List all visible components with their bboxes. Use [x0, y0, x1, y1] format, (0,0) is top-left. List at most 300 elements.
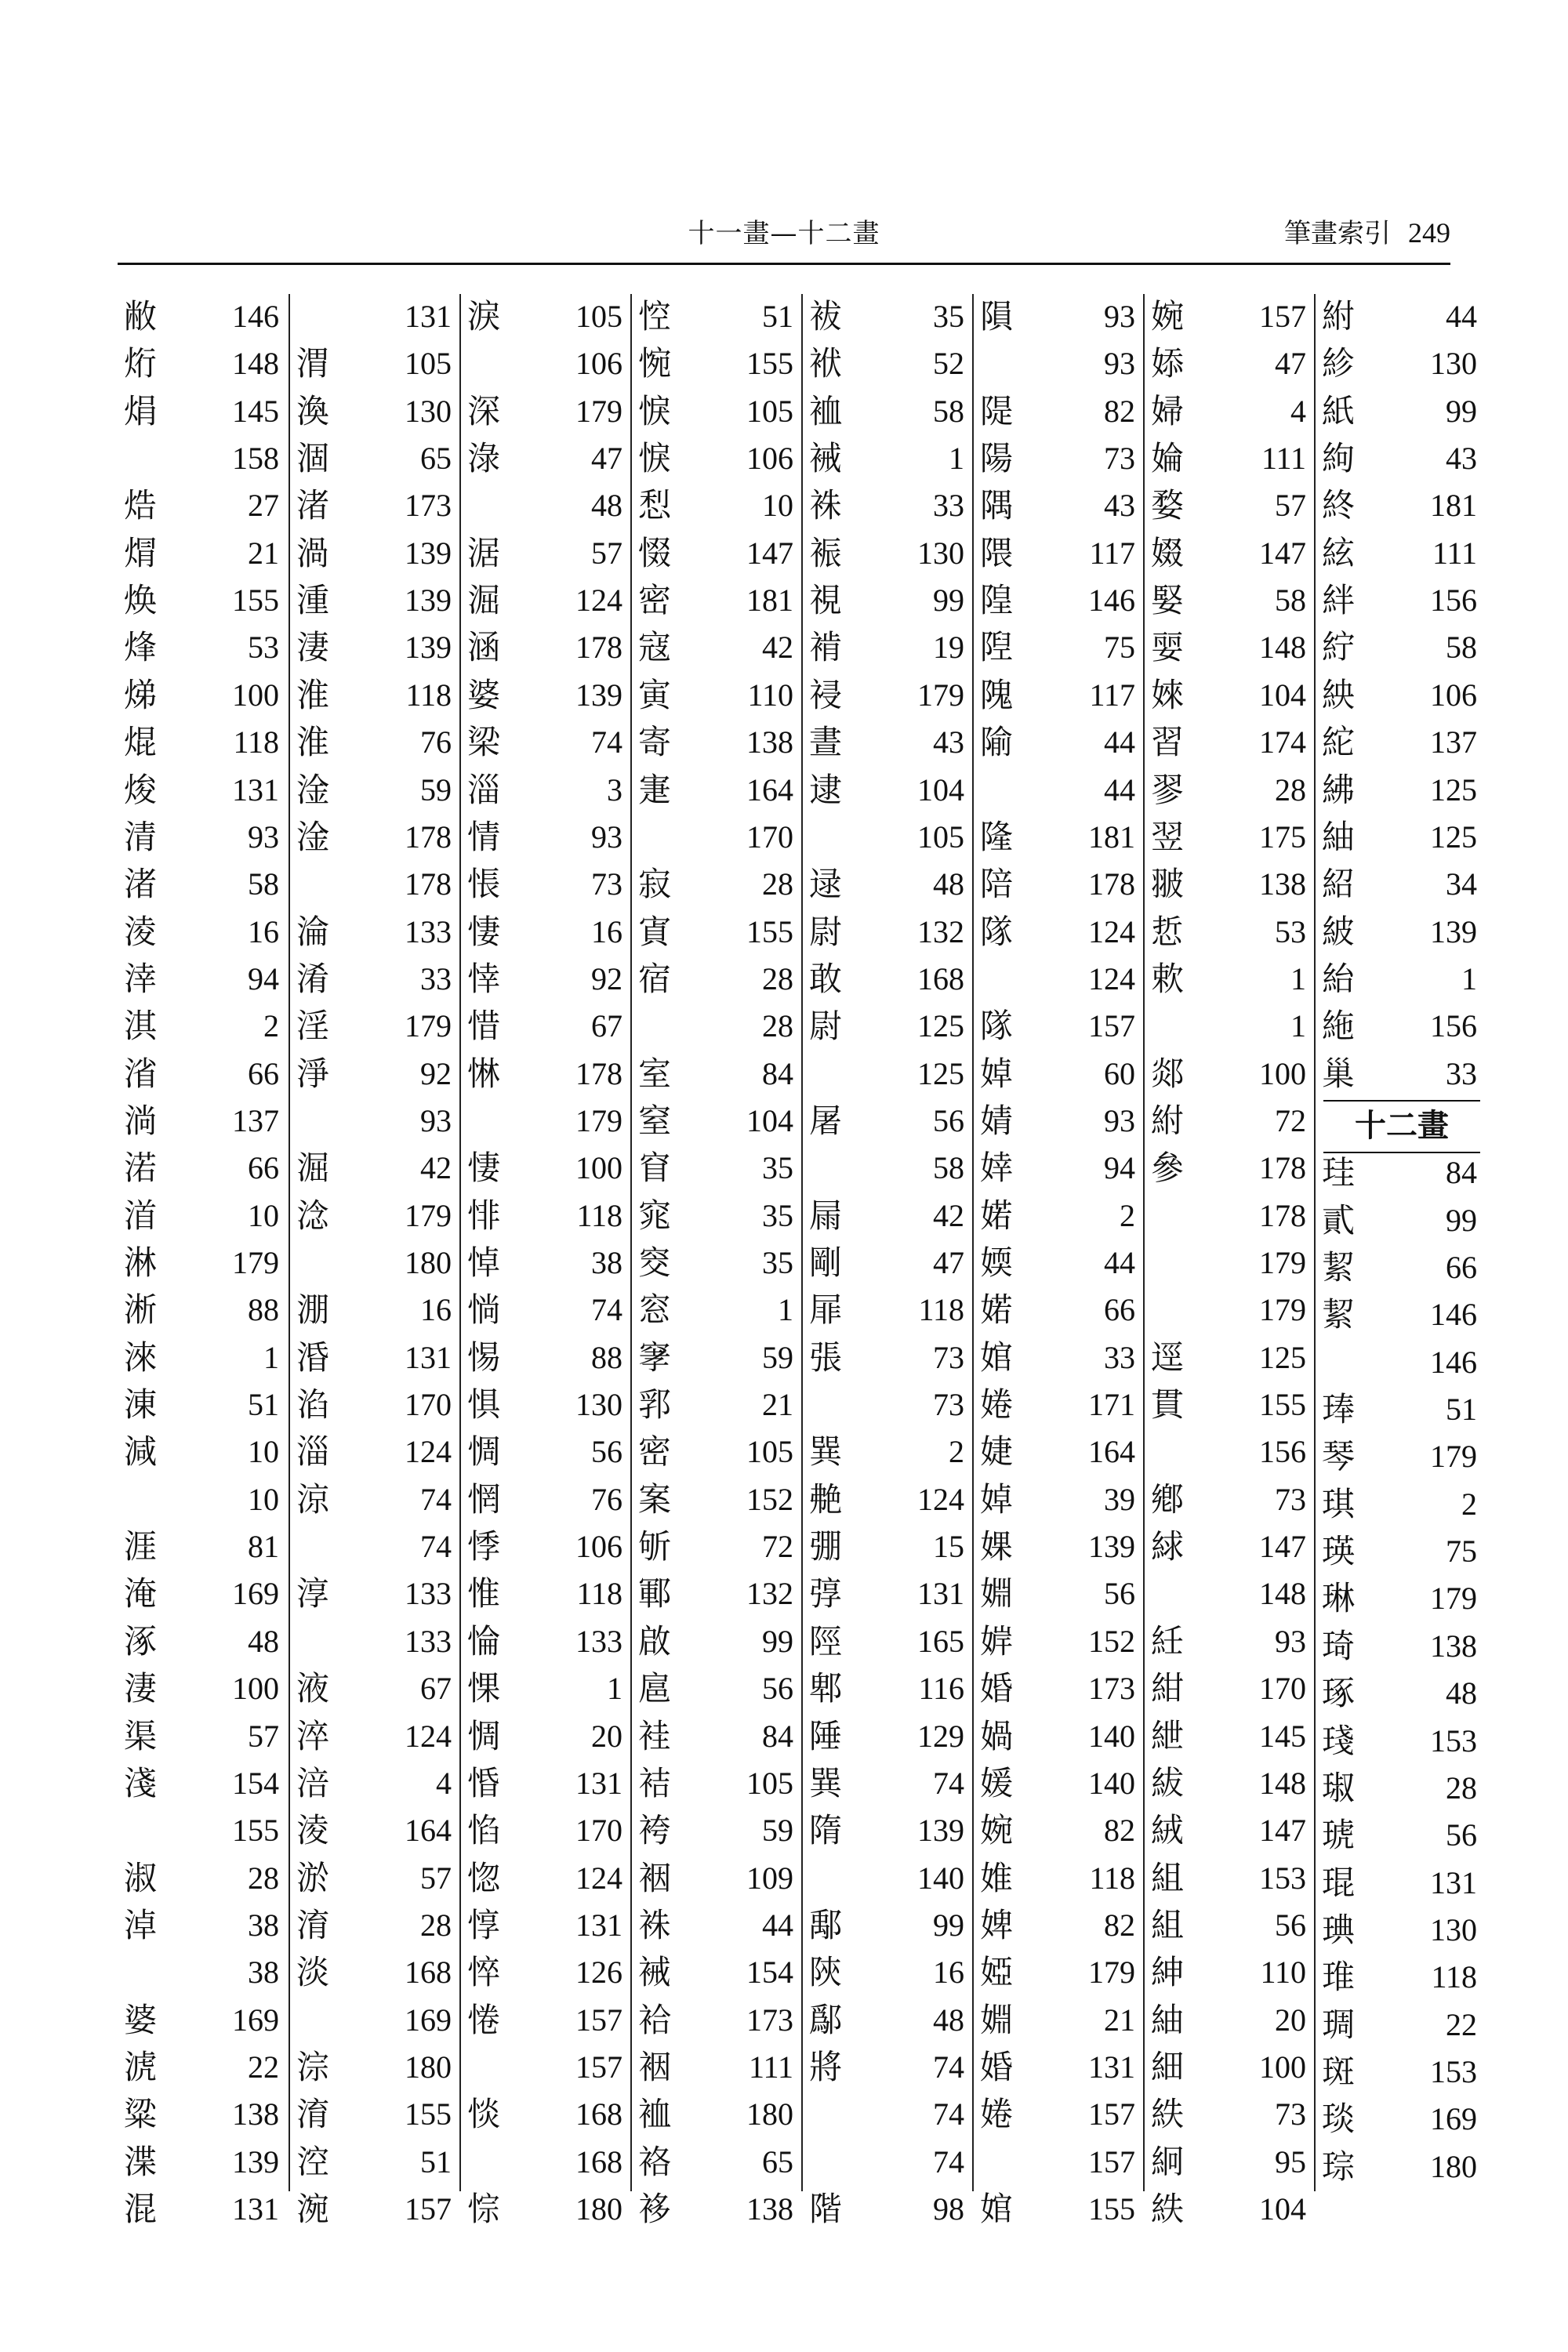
- entry-page-number: 28: [420, 1907, 452, 1943]
- entry-page-number: 35: [762, 1245, 793, 1280]
- index-entry: [1145, 815, 1316, 860]
- index-entry: [803, 1856, 974, 1901]
- index-entry: [461, 1051, 632, 1097]
- entry-page-number: 74: [591, 724, 622, 760]
- index-entry: [632, 768, 803, 813]
- entry-character: 袿: [638, 1717, 672, 1755]
- index-entry: [461, 768, 632, 813]
- index-entry: [632, 294, 803, 339]
- entry-page-number: 53: [248, 630, 279, 665]
- entry-character: 袳: [638, 2190, 672, 2228]
- entry-character: 涳: [296, 2143, 330, 2181]
- entry-character: 清: [124, 818, 158, 856]
- entry-character: 紿: [1322, 960, 1356, 998]
- entry-character: 袺: [638, 1764, 672, 1802]
- index-entry: [461, 1287, 632, 1333]
- index-entry: [1316, 673, 1486, 718]
- entry-page-number: 180: [575, 2191, 622, 2227]
- index-entry: [1145, 1808, 1316, 1853]
- entry-character: 婡: [1151, 676, 1185, 714]
- index-entry: [290, 673, 461, 718]
- entry-character: 絨: [1151, 1811, 1185, 1849]
- index-entry: [974, 909, 1145, 955]
- entry-character: 裇: [638, 2095, 672, 2133]
- entry-page-number: 133: [405, 914, 452, 949]
- index-entry: [461, 1666, 632, 1711]
- index-entry: [461, 1098, 632, 1144]
- entry-page-number: 74: [933, 2049, 964, 2085]
- entry-character: 紹: [1322, 865, 1356, 903]
- entry-character: 渦: [296, 534, 330, 572]
- index-entry: [632, 2092, 803, 2137]
- entry-page-number: 27: [248, 488, 279, 523]
- entry-character: 密: [638, 1432, 672, 1471]
- entry-page-number: 94: [248, 961, 279, 996]
- entry-page-number: 66: [248, 1150, 279, 1185]
- entry-character: 鄆: [638, 1574, 672, 1613]
- entry-page-number: 110: [1260, 1955, 1306, 1990]
- index-entry: [118, 1335, 289, 1381]
- entry-page-number: 181: [1088, 819, 1135, 855]
- index-column: [801, 294, 974, 2228]
- entry-page-number: 42: [933, 1198, 964, 1233]
- index-entry: [1145, 2092, 1316, 2137]
- page-number: 249: [1408, 217, 1450, 249]
- entry-page-number: 105: [746, 1766, 793, 1801]
- entry-character: 張: [809, 1338, 843, 1377]
- index-entry: [974, 1856, 1145, 1901]
- index-entry: [461, 1998, 632, 2043]
- entry-character: 淈: [296, 1149, 330, 1187]
- index-entry: [290, 2045, 461, 2090]
- stroke-count-heading: 十二畫: [1323, 1100, 1480, 1153]
- index-entry: [290, 1571, 461, 1617]
- entry-character: 寄: [638, 723, 672, 761]
- entry-page-number: 21: [762, 1387, 793, 1422]
- index-entry: [1316, 1624, 1486, 1669]
- entry-character: 惆: [467, 1717, 501, 1755]
- entry-character: 淯: [296, 2095, 330, 2133]
- entry-character: 婕: [980, 1432, 1014, 1471]
- entry-page-number: 56: [591, 1434, 622, 1469]
- entry-character: 窔: [638, 1243, 672, 1282]
- entry-page-number: 1: [263, 1340, 279, 1375]
- entry-character: 淒: [124, 1669, 158, 1708]
- index-entry: [1145, 1714, 1316, 1759]
- entry-page-number: 109: [746, 1860, 793, 1896]
- entry-page-number: 145: [232, 394, 279, 429]
- index-entry: [290, 1524, 461, 1570]
- entry-character: 涷: [124, 1385, 158, 1424]
- entry-character: 婨: [1151, 439, 1185, 477]
- index-entry: [803, 1808, 974, 1853]
- index-entry: [632, 720, 803, 765]
- entry-character: 淅: [124, 1290, 158, 1329]
- entry-character: 涪: [296, 1764, 330, 1802]
- entry-page-number: 169: [232, 2002, 279, 2038]
- index-entry: [803, 1998, 974, 2043]
- entry-page-number: 15: [933, 1529, 964, 1564]
- entry-page-number: 65: [762, 2144, 793, 2180]
- entry-page-number: 168: [575, 2096, 622, 2132]
- entry-character: 渞: [124, 1196, 158, 1235]
- index-entry: [461, 909, 632, 955]
- index-entry: [118, 1666, 289, 1711]
- index-entry: [290, 862, 461, 907]
- entry-character: 啟: [638, 1622, 672, 1661]
- entry-character: 烽: [124, 628, 158, 666]
- entry-character: 湩: [296, 581, 330, 619]
- entry-character: 珪: [1322, 1153, 1356, 1192]
- index-entry: [632, 341, 803, 387]
- index-entry: [803, 1524, 974, 1570]
- index-entry: [290, 2187, 461, 2232]
- entry-page-number: 130: [405, 394, 452, 429]
- entry-character: 淥: [467, 439, 501, 477]
- entry-page-number: 155: [405, 2096, 452, 2132]
- entry-page-number: 118: [233, 724, 279, 760]
- entry-page-number: 179: [1430, 1439, 1477, 1474]
- index-entry: [1145, 909, 1316, 955]
- page-header: [118, 212, 1450, 267]
- entry-page-number: 125: [1430, 772, 1477, 808]
- entry-page-number: 99: [933, 1907, 964, 1943]
- index-entry: [461, 1524, 632, 1570]
- entry-character: 絅: [1151, 2143, 1185, 2181]
- index-entry: [974, 389, 1145, 434]
- entry-character: 隈: [980, 534, 1014, 572]
- entry-page-number: 124: [405, 1719, 452, 1754]
- entry-page-number: 48: [933, 866, 964, 902]
- index-entry: [118, 1382, 289, 1428]
- index-entry: [632, 1193, 803, 1239]
- index-entry: [118, 625, 289, 670]
- entry-page-number: 169: [1430, 2101, 1477, 2136]
- entry-page-number: 74: [420, 1529, 452, 1564]
- entry-page-number: 130: [575, 1387, 622, 1422]
- entry-character: 淄: [296, 1432, 330, 1471]
- index-entry: [803, 1004, 974, 1049]
- entry-page-number: 152: [1088, 1624, 1135, 1659]
- entry-character: 渫: [124, 2143, 158, 2181]
- index-entry: [118, 294, 289, 339]
- index-entry: [1145, 294, 1316, 339]
- entry-page-number: 88: [248, 1292, 279, 1327]
- index-entry: [1145, 1287, 1316, 1333]
- entry-page-number: 164: [1088, 1434, 1135, 1469]
- index-entry: [803, 436, 974, 481]
- entry-character: 媧: [980, 1717, 1014, 1755]
- index-entry: [461, 1477, 632, 1523]
- index-entry: [974, 625, 1145, 670]
- entry-page-number: 169: [405, 2002, 452, 2038]
- entry-character: 淇: [124, 1007, 158, 1045]
- entry-page-number: 130: [1430, 346, 1477, 381]
- index-entry: [290, 1004, 461, 1049]
- entry-character: 窙: [638, 1338, 672, 1377]
- entry-page-number: 132: [917, 914, 964, 949]
- index-entry: [803, 815, 974, 860]
- index-entry: [1316, 436, 1486, 481]
- index-entry: [290, 436, 461, 481]
- entry-page-number: 170: [746, 819, 793, 855]
- entry-character: 婦: [1151, 392, 1185, 430]
- index-entry: [1145, 1571, 1316, 1617]
- entry-page-number: 146: [1430, 1297, 1477, 1332]
- entry-character: 案: [638, 1480, 672, 1519]
- entry-character: 紼: [1322, 771, 1356, 809]
- entry-page-number: 1: [949, 441, 964, 476]
- entry-character: 郫: [809, 1669, 843, 1708]
- entry-page-number: 157: [405, 2191, 452, 2227]
- entry-page-number: 57: [248, 1719, 279, 1754]
- index-entry: [1145, 1098, 1316, 1144]
- entry-page-number: 104: [1259, 677, 1306, 713]
- index-entry: [632, 1808, 803, 1853]
- index-entry: [118, 673, 289, 718]
- index-entry: [632, 578, 803, 623]
- index-entry: [118, 1145, 289, 1191]
- entry-page-number: 118: [918, 1292, 964, 1327]
- index-entry: [632, 1619, 803, 1664]
- entry-page-number: 35: [933, 299, 964, 334]
- index-entry: [803, 2187, 974, 2232]
- index-entry: [1316, 862, 1486, 907]
- entry-page-number: 137: [232, 1103, 279, 1138]
- entry-character: 情: [467, 818, 501, 856]
- entry-character: 婆: [467, 676, 501, 714]
- entry-page-number: 44: [1104, 772, 1135, 808]
- index-entry: [803, 1098, 974, 1144]
- entry-page-number: 33: [1104, 1340, 1135, 1375]
- entry-page-number: 156: [1259, 1434, 1306, 1469]
- entry-page-number: 66: [1446, 1250, 1477, 1285]
- index-entry: [974, 956, 1145, 1002]
- entry-page-number: 93: [248, 819, 279, 855]
- entry-page-number: 28: [1275, 772, 1306, 808]
- entry-character: 隊: [980, 913, 1014, 951]
- index-entry: [290, 1335, 461, 1381]
- entry-character: 惋: [638, 344, 672, 383]
- index-column: [1143, 294, 1316, 2228]
- index-entry: [118, 1477, 289, 1523]
- entry-character: 紽: [1322, 723, 1356, 761]
- entry-character: 陲: [809, 1717, 843, 1755]
- entry-character: 剛: [809, 1243, 843, 1282]
- index-entry: [974, 436, 1145, 481]
- entry-character: 紙: [1322, 392, 1356, 430]
- entry-page-number: 124: [1088, 961, 1135, 996]
- entry-character: 裓: [638, 1953, 672, 1991]
- index-entry: [1316, 2096, 1486, 2142]
- index-entry: [290, 341, 461, 387]
- entry-page-number: 111: [1261, 441, 1306, 476]
- entry-character: 逮: [809, 771, 843, 809]
- entry-page-number: 133: [405, 1576, 452, 1611]
- index-entry: [461, 1856, 632, 1901]
- index-entry: [118, 1998, 289, 2043]
- index-entry: [632, 1051, 803, 1097]
- index-entry: [1145, 1429, 1316, 1475]
- index-entry: [1145, 1903, 1316, 1948]
- index-entry: [118, 1950, 289, 1995]
- entry-page-number: 155: [232, 1813, 279, 1848]
- entry-page-number: 139: [1430, 914, 1477, 949]
- entry-character: 淆: [296, 960, 330, 998]
- entry-character: 惔: [467, 2095, 501, 2133]
- index-entry: [118, 2140, 289, 2185]
- entry-character: 褃: [809, 628, 843, 666]
- index-entry: [974, 1619, 1145, 1664]
- entry-page-number: 132: [746, 1576, 793, 1611]
- index-entry: [632, 1761, 803, 1806]
- entry-page-number: 94: [1104, 1150, 1135, 1185]
- index-entry: [1145, 1524, 1316, 1570]
- index-entry: [974, 578, 1145, 623]
- entry-character: 悷: [638, 439, 672, 477]
- entry-page-number: 99: [933, 583, 964, 618]
- entry-character: 媆: [980, 1243, 1014, 1282]
- entry-page-number: 179: [232, 1245, 279, 1280]
- entry-character: 淒: [296, 628, 330, 666]
- index-entry: [1145, 1004, 1316, 1049]
- index-entry: [632, 389, 803, 434]
- entry-character: 淖: [124, 1906, 158, 1944]
- index-entry: [1316, 1245, 1486, 1290]
- entry-character: 悴: [467, 1953, 501, 1991]
- index-entry: [461, 625, 632, 670]
- entry-page-number: 10: [248, 1482, 279, 1517]
- index-entry: [632, 1240, 803, 1286]
- entry-page-number: 35: [762, 1150, 793, 1185]
- entry-page-number: 139: [405, 630, 452, 665]
- entry-page-number: 125: [917, 1008, 964, 1044]
- entry-page-number: 66: [248, 1056, 279, 1091]
- entry-character: 渠: [124, 1717, 158, 1755]
- entry-page-number: 53: [1275, 914, 1306, 949]
- index-entry: [803, 673, 974, 718]
- entry-character: 袼: [638, 2143, 672, 2181]
- index-entry: [461, 1240, 632, 1286]
- entry-page-number: 124: [405, 1434, 452, 1469]
- index-entry: [632, 815, 803, 860]
- index-column: [118, 294, 289, 2228]
- entry-character: 淩: [124, 913, 158, 951]
- index-entry: [1145, 1856, 1316, 1901]
- index-entry: [461, 1193, 632, 1239]
- entry-character: 淡: [296, 1953, 330, 1991]
- index-entry: [803, 578, 974, 623]
- entry-character: 裖: [809, 534, 843, 572]
- index-entry: [1316, 341, 1486, 387]
- index-entry: [1145, 578, 1316, 623]
- entry-character: 隄: [980, 392, 1014, 430]
- entry-character: 悼: [467, 1243, 501, 1282]
- entry-character: 婉: [1151, 297, 1185, 336]
- entry-character: 習: [1151, 723, 1185, 761]
- entry-character: 淦: [296, 818, 330, 856]
- entry-page-number: 33: [1446, 1056, 1477, 1091]
- entry-character: 組: [1151, 1906, 1185, 1944]
- index-entry: [974, 720, 1145, 765]
- entry-page-number: 154: [232, 1766, 279, 1801]
- entry-page-number: 153: [1430, 2054, 1477, 2089]
- index-entry: [461, 1714, 632, 1759]
- index-entry: [803, 1903, 974, 1948]
- index-entry: [632, 1571, 803, 1617]
- entry-page-number: 152: [746, 1482, 793, 1517]
- index-entry: [290, 625, 461, 670]
- index-entry: [803, 625, 974, 670]
- index-entry: [1316, 483, 1486, 528]
- entry-page-number: 21: [1104, 2002, 1135, 2038]
- entry-page-number: 28: [248, 1860, 279, 1896]
- entry-page-number: 100: [1259, 1056, 1306, 1091]
- index-entry: [974, 1287, 1145, 1333]
- entry-page-number: 146: [1088, 583, 1135, 618]
- entry-page-number: 111: [748, 2049, 793, 2085]
- index-entry: [118, 531, 289, 576]
- entry-character: 渭: [296, 344, 330, 383]
- entry-character: 婚: [980, 2048, 1014, 2086]
- entry-page-number: 147: [746, 535, 793, 571]
- entry-character: 焍: [124, 676, 158, 714]
- entry-page-number: 4: [1290, 394, 1306, 429]
- index-entry: [461, 673, 632, 718]
- index-entry: [803, 531, 974, 576]
- entry-character: 惚: [467, 1859, 501, 1897]
- entry-page-number: 106: [575, 346, 622, 381]
- entry-page-number: 164: [746, 772, 793, 808]
- index-entry: [803, 1382, 974, 1428]
- entry-page-number: 20: [1275, 2002, 1306, 2038]
- entry-character: 隋: [809, 1811, 843, 1849]
- index-entry: [461, 294, 632, 339]
- entry-page-number: 138: [232, 2096, 279, 2132]
- index-entry: [1316, 294, 1486, 339]
- entry-page-number: 73: [933, 1340, 964, 1375]
- index-entry: [461, 862, 632, 907]
- entry-character: 尉: [809, 1007, 843, 1045]
- entry-character: 欶: [1151, 960, 1185, 998]
- index-entry: [290, 1477, 461, 1523]
- entry-character: 翌: [1151, 818, 1185, 856]
- entry-page-number: 38: [248, 1955, 279, 1990]
- entry-character: 隕: [980, 297, 1014, 336]
- entry-page-number: 105: [575, 299, 622, 334]
- entry-character: 寁: [638, 771, 672, 809]
- entry-page-number: 131: [405, 299, 452, 334]
- entry-character: 惀: [467, 1622, 501, 1661]
- entry-page-number: 73: [1104, 441, 1135, 476]
- entry-page-number: 51: [1446, 1392, 1477, 1427]
- index-entry: [290, 578, 461, 623]
- entry-character: 惝: [467, 1290, 501, 1329]
- entry-character: 將: [809, 2048, 843, 2086]
- entry-character: 淰: [296, 1196, 330, 1235]
- entry-page-number: 10: [248, 1198, 279, 1233]
- entry-character: 宿: [638, 960, 672, 998]
- entry-page-number: 38: [248, 1907, 279, 1943]
- index-entry: [290, 2092, 461, 2137]
- index-entry: [461, 1382, 632, 1428]
- entry-page-number: 56: [1104, 1576, 1135, 1611]
- index-entry: [290, 1429, 461, 1475]
- entry-character: 淦: [296, 771, 330, 809]
- entry-character: 焆: [124, 392, 158, 430]
- index-entry: [290, 1714, 461, 1759]
- entry-character: 袷: [638, 2001, 672, 2039]
